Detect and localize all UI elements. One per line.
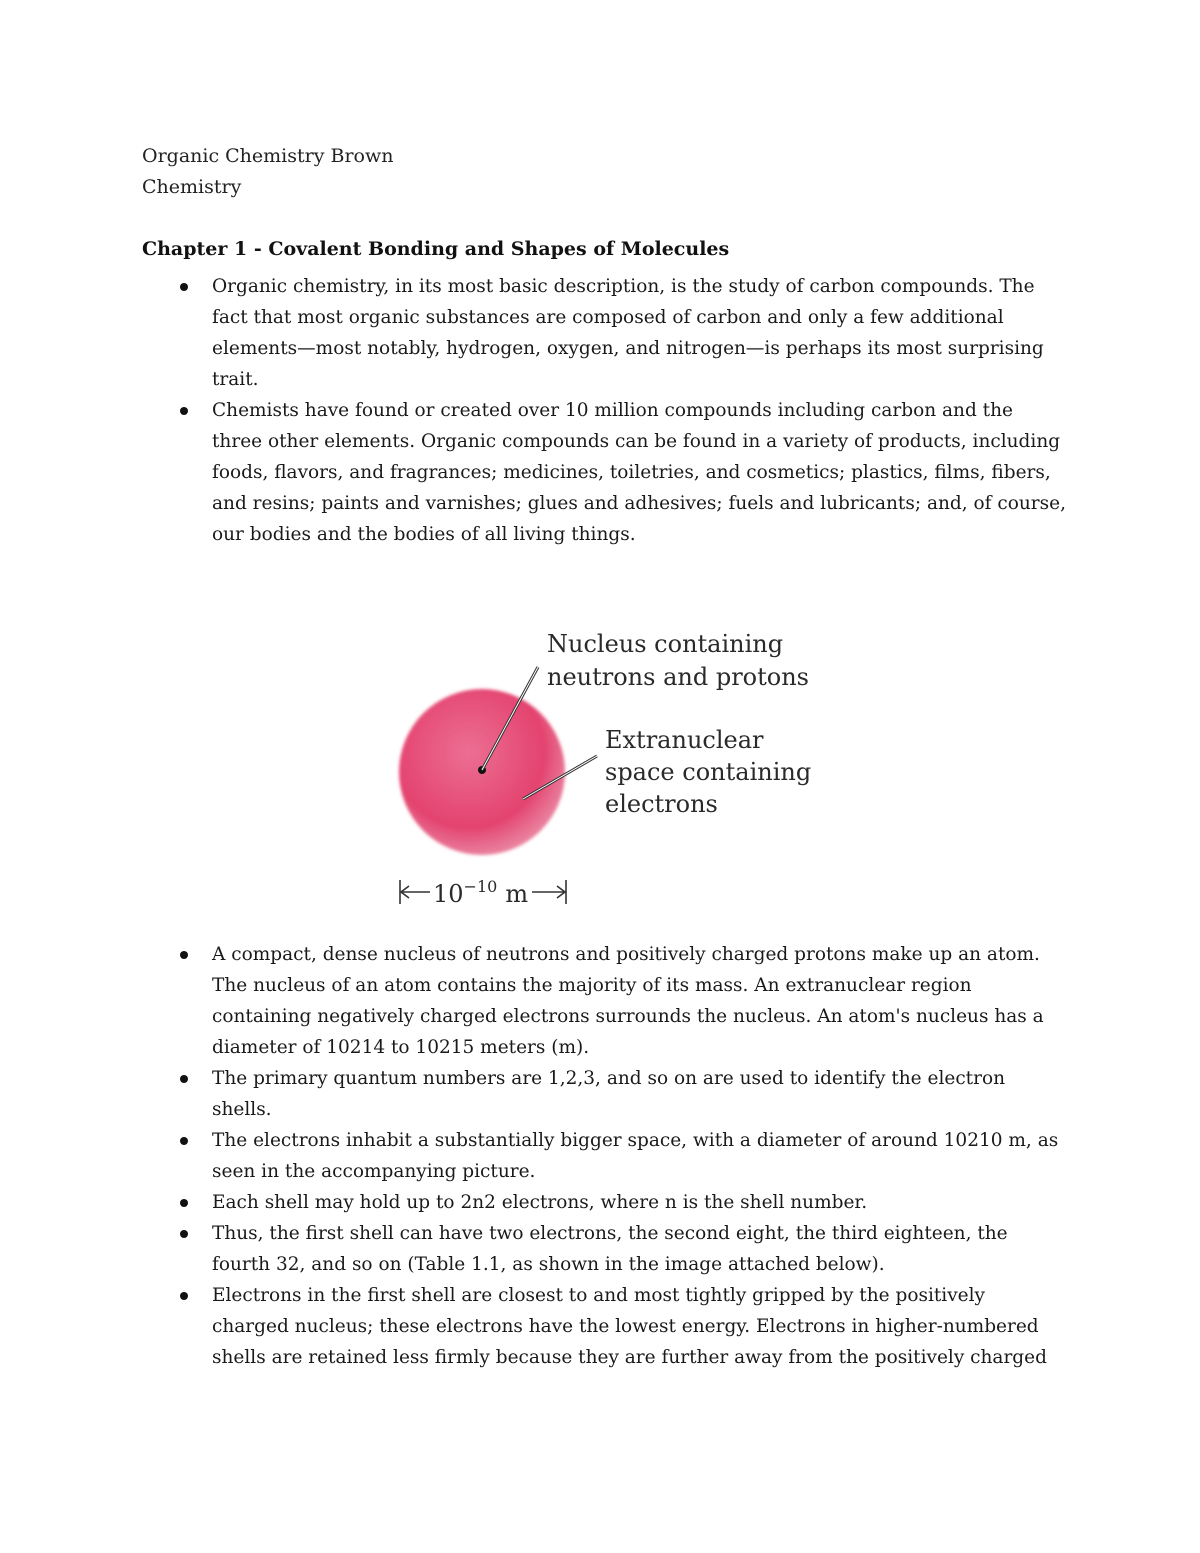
extranuclear-label-line2: space containing [605, 758, 812, 786]
bullet-list-atom [142, 939, 1067, 1373]
list-item-text: Chemists have found or created over 10 million compounds including carbon and the three other elements. Organic compounds can be found in a variety of products, including foods, flavors, and fragrances; medicines, toiletries, and cosmetics; plastics, films, fibers, and resins; paints and varnishes; glues and adhesives; fuels and lubricants; and, of course, our bodies and the bodies of all living things. [212, 400, 1066, 545]
list-item-text: Each shell may hold up to 2n2 electrons, where n is the shell number. [212, 1192, 868, 1213]
scale-label [433, 877, 528, 908]
atom-figure [375, 612, 845, 917]
nucleus-label-line1: Nucleus containing [547, 630, 784, 658]
nucleus-label-line2: neutrons and protons [547, 663, 809, 691]
bullet-icon [180, 1292, 188, 1300]
list-item [142, 1218, 1067, 1280]
list-item [142, 395, 1067, 550]
list-item [142, 1280, 1067, 1373]
chapter-heading: Chapter 1 - Covalent Bonding and Shapes of Molecules [142, 238, 730, 260]
bullet-icon [180, 951, 188, 959]
bullet-icon [180, 1137, 188, 1145]
bullet-icon [180, 1075, 188, 1083]
document-subtitle: Chemistry [142, 176, 242, 198]
list-item [142, 1187, 1067, 1218]
scale-unit: m [505, 880, 529, 908]
list-item [142, 939, 1067, 1063]
list-item-text: The primary quantum numbers are 1,2,3, and so on are used to identify the electron shells. [212, 1068, 1006, 1120]
document-title: Organic Chemistry Brown [142, 145, 394, 167]
scale-base: 10 [433, 880, 464, 908]
list-item [142, 271, 1067, 395]
extranuclear-label-line1: Extranuclear [605, 726, 764, 754]
list-item-text: Electrons in the first shell are closest to and most tightly gripped by the positively charged nucleus; these electrons have the lowest energy. Electrons in higher-numbered shells are retained less firmly because they are further away from the positively charged [212, 1285, 1047, 1368]
list-item-text: Organic chemistry, in its most basic description, is the study of carbon compounds. The fact that most organic substances are composed of carbon and only a few additional elements—most notably, hydrogen, oxygen, and nitrogen—is perhaps its most surprising trait. [212, 276, 1044, 390]
bullet-list-intro [142, 271, 1067, 550]
atom-diagram [375, 612, 845, 917]
bullet-icon [180, 407, 188, 415]
bullet-icon [180, 283, 188, 291]
list-item-text: The electrons inhabit a substantially bigger space, with a diameter of around 10210 m, as seen in the accompanying picture. [212, 1130, 1059, 1182]
bullet-icon [180, 1199, 188, 1207]
list-item-text: Thus, the first shell can have two electrons, the second eight, the third eighteen, the fourth 32, and so on (Table 1.1, as shown in the image attached below). [212, 1223, 1008, 1275]
list-item [142, 1125, 1067, 1187]
extranuclear-label-line3: electrons [605, 790, 718, 818]
scale-exponent: −10 [463, 877, 498, 896]
list-item [142, 1063, 1067, 1125]
list-item-text: A compact, dense nucleus of neutrons and positively charged protons make up an atom. The nucleus of an atom contains the majority of its mass. An extranuclear region containing negatively charged electrons surrounds the nucleus. An atom's nucleus has a diameter of 10214 to 10215 meters (m). [212, 944, 1044, 1058]
bullet-icon [180, 1230, 188, 1238]
